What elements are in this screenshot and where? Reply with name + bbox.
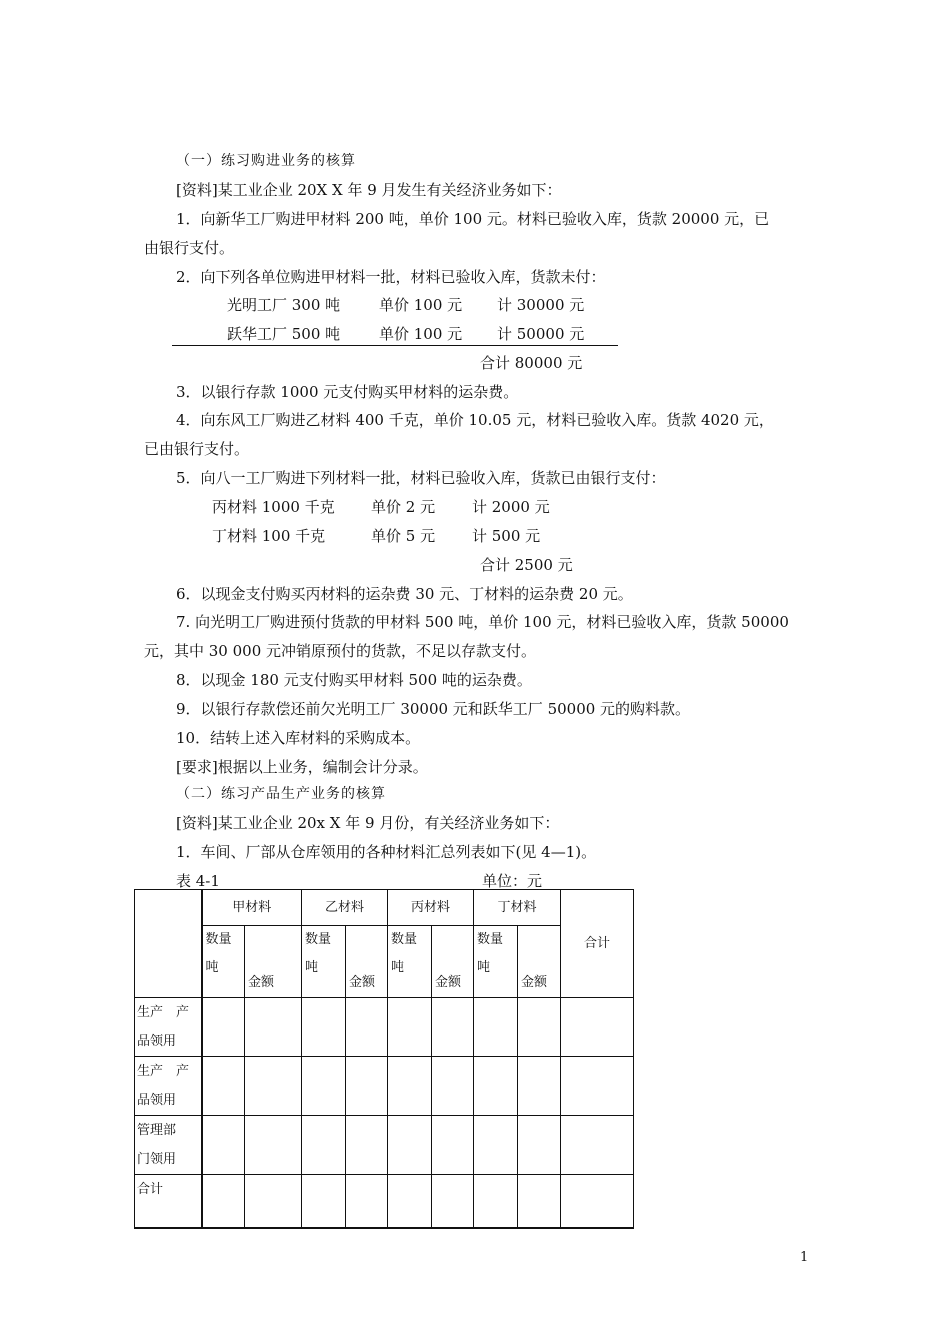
row-label-line2: 门领用 [137,1152,177,1167]
item10: 10．结转上述入库材料的采购成本。 [176,729,421,747]
qty-label: 数量 [205,932,232,947]
qty-label: 数量 [477,932,504,947]
sum-underline [172,345,618,346]
qty-header [388,926,432,998]
amount-header: 金额 [245,926,302,998]
item2-row2-name: 跃华工厂 500 吨 [227,325,341,343]
row-label-line2: 品领用 [137,1093,177,1108]
item4-line1: 4．向东风工厂购进乙材料 400 千克，单价 10.05 元，材料已验收入库。货款 4020 元， [176,411,774,429]
item2: 2．向下列各单位购进甲材料一批，材料已验收入库，货款未付： [176,268,606,286]
item8: 8．以现金 180 元支付购买甲材料 500 吨的运杂费。 [176,671,532,689]
item2-row1-price: 单价 100 元 [379,296,463,314]
qty-unit: 吨 [305,960,319,975]
header-material-yi: 乙材料 [302,890,388,926]
material-usage-table [134,889,634,1229]
row-label-line1: 管理部 [137,1123,177,1138]
item2-sum: 合计 80000 元 [480,354,583,372]
item5-sum: 合计 2500 元 [480,556,573,574]
item5-row1-total: 计 2000 元 [472,498,550,516]
header-material-jia: 甲材料 [202,890,302,926]
item5-row1-price: 单价 2 元 [371,498,436,516]
amount-header: 金额 [346,926,388,998]
section2-title: （二）练习产品生产业务的核算 [176,786,386,802]
item5-row1-name: 丙材料 1000 千克 [212,498,335,516]
qty-unit: 吨 [477,960,491,975]
table-unit: 单位：元 [482,872,543,890]
item2-row1-name: 光明工厂 300 吨 [227,296,341,314]
item5: 5．向八一工厂购进下列材料一批，材料已验收入库，货款已由银行支付： [176,469,666,487]
section2-item1: 1．车间、厂部从仓库领用的各种材料汇总列表如下(见 4—1)。 [176,843,597,861]
amount-header: 金额 [518,926,561,998]
header-total: 合计 [561,890,634,998]
qty-header [302,926,346,998]
row-label-line2: 品领用 [137,1034,177,1049]
row-label-line1: 合计 [137,1182,164,1197]
requirement: [要求]根据以上业务，编制会计分录。 [176,758,428,776]
section1-title: （一）练习购进业务的核算 [176,153,356,169]
qty-header [474,926,518,998]
row-label-line1: 生产 产 [137,1005,190,1020]
item4-line2: 已由银行支付。 [144,440,250,458]
item1-line2: 由银行支付。 [144,239,235,257]
item7-line2: 元，其中 30 000 元冲销原预付的货款，不足以存款支付。 [144,642,537,660]
row-label [135,1116,202,1175]
section1-material: [资料]某工业企业 20X X 年 9 月发生有关经济业务如下： [176,181,562,199]
page-number: 1 [800,1250,809,1265]
qty-label: 数量 [391,932,418,947]
item5-row2-name: 丁材料 100 千克 [212,527,326,545]
item5-row2-total: 计 500 元 [472,527,541,545]
item1-line1: 1．向新华工厂购进甲材料 200 吨，单价 100 元。材料已验收入库，货款 20000 元，已 [176,210,770,228]
table-caption: 表 4-1 [176,872,220,890]
row-label-line1: 生产 产 [137,1064,190,1079]
table-row [135,1057,634,1116]
item9: 9．以银行存款偿还前欠光明工厂 30000 元和跃华工厂 50000 元的购料款。 [176,700,691,718]
header-material-ding: 丁材料 [474,890,561,926]
row-label [135,1175,202,1228]
qty-header [202,926,245,998]
table-row [135,998,634,1057]
corner-cell [135,890,202,998]
item2-row2-price: 单价 100 元 [379,325,463,343]
qty-unit: 吨 [391,960,405,975]
row-label [135,1057,202,1116]
amount-header: 金额 [432,926,474,998]
item2-row1-total: 计 30000 元 [497,296,585,314]
item5-row2-price: 单价 5 元 [371,527,436,545]
item3: 3．以银行存款 1000 元支付购买甲材料的运杂费。 [176,383,519,401]
qty-unit: 吨 [205,960,219,975]
section2-material: [资料]某工业企业 20x X 年 9 月份，有关经济业务如下： [176,814,560,832]
qty-label: 数量 [305,932,332,947]
table-row-total [135,1175,634,1228]
item2-row2-total: 计 50000 元 [497,325,585,343]
item7-line1: 7. 向光明工厂购进预付货款的甲材料 500 吨，单价 100 元，材料已验收入库，货款 50000 [176,613,789,631]
row-label [135,998,202,1057]
item6: 6．以现金支付购买丙材料的运杂费 30 元、丁材料的运杂费 20 元。 [176,585,633,603]
header-material-bing: 丙材料 [388,890,474,926]
table-row [135,1116,634,1175]
